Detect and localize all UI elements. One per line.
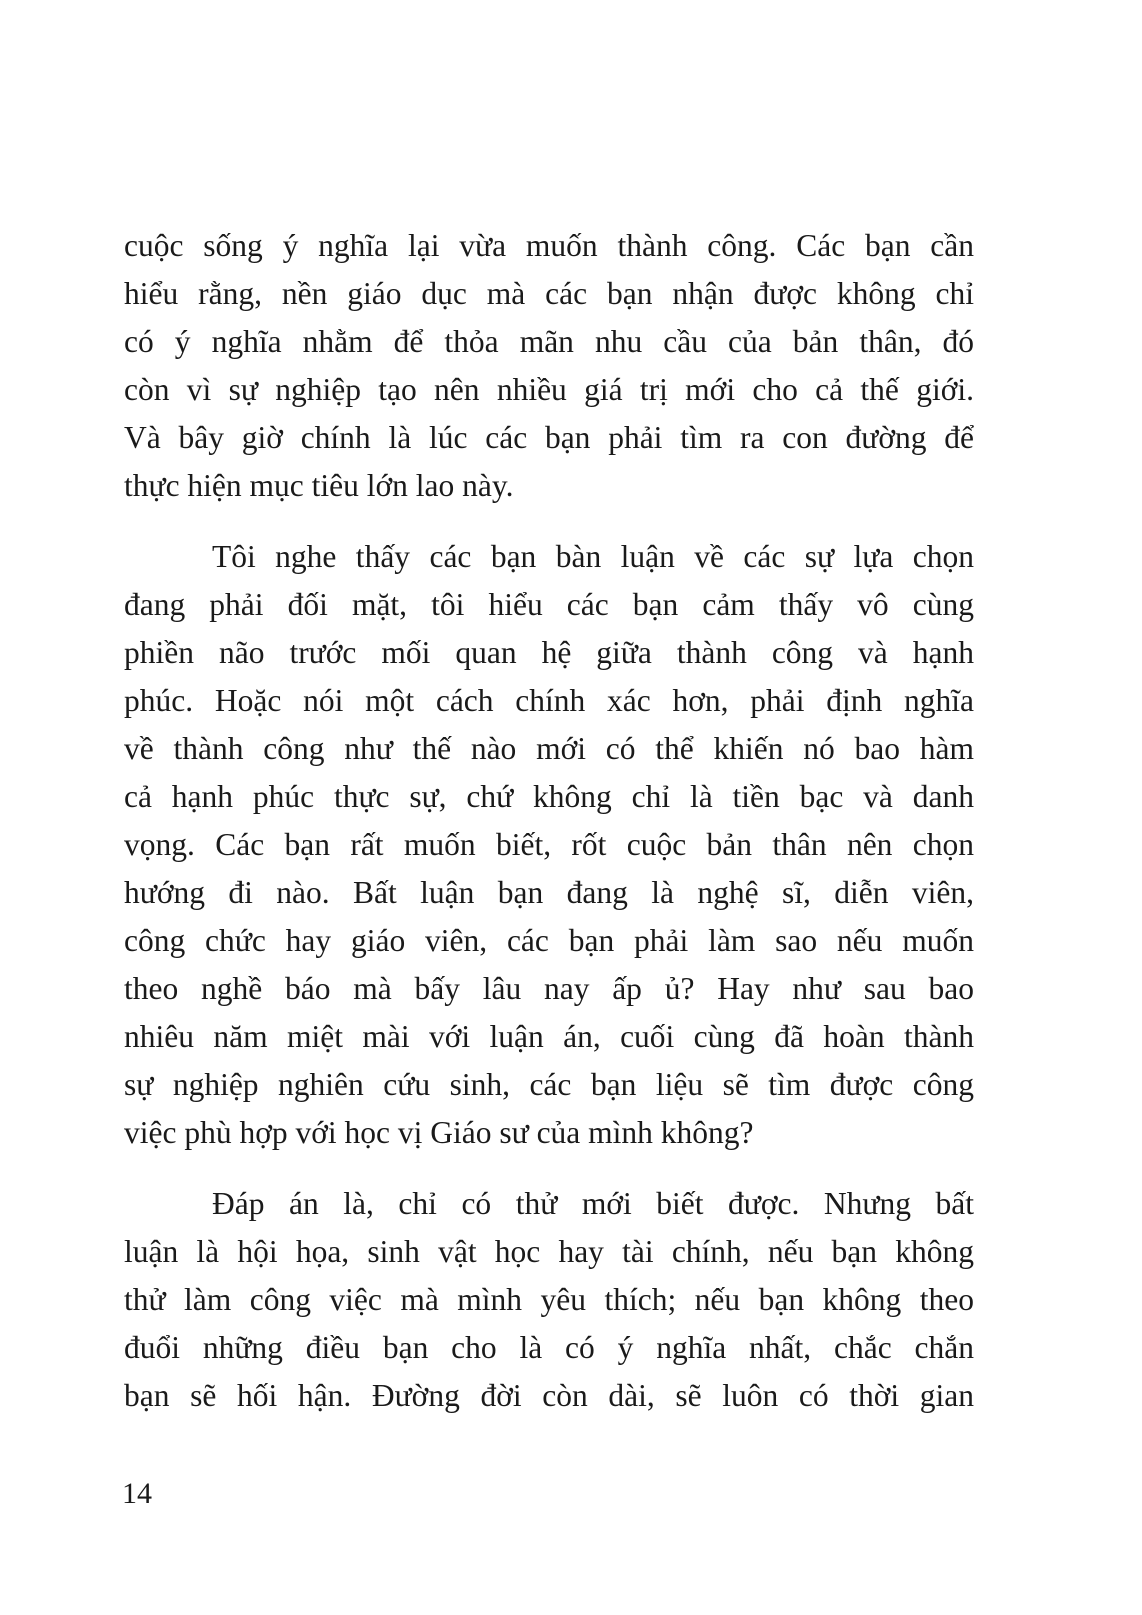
paragraph-3 — [124, 1180, 974, 1420]
page-number: 14 — [122, 1477, 152, 1510]
text-line: Và bây giờ chính là lúc các bạn phải tìm ra con đường để — [124, 420, 974, 455]
text-line: theo nghề báo mà bấy lâu nay ấp ủ? Hay như sau bao — [124, 971, 974, 1006]
text-line: vọng. Các bạn rất muốn biết, rốt cuộc bản thân nên chọn — [124, 827, 974, 862]
text-line: đang phải đối mặt, tôi hiểu các bạn cảm thấy vô cùng — [124, 587, 974, 622]
paragraph-gap — [124, 1157, 974, 1180]
text-line: luận là hội họa, sinh vật học hay tài chính, nếu bạn không — [124, 1234, 974, 1269]
paragraph-2 — [124, 533, 974, 1157]
paragraph-1 — [124, 222, 974, 510]
text-line: thực hiện mục tiêu lớn lao này. — [124, 468, 514, 503]
text-line: phiền não trước mối quan hệ giữa thành công và hạnh — [124, 635, 974, 670]
text-line: đuổi những điều bạn cho là có ý nghĩa nhất, chắc chắn — [124, 1330, 974, 1365]
text-line: việc phù hợp với học vị Giáo sư của mình không? — [124, 1115, 754, 1150]
text-line: thử làm công việc mà mình yêu thích; nếu bạn không theo — [124, 1282, 974, 1317]
text-line: nhiêu năm miệt mài với luận án, cuối cùng đã hoàn thành — [124, 1019, 974, 1054]
text-line: hướng đi nào. Bất luận bạn đang là nghệ sĩ, diễn viên, — [124, 875, 974, 910]
text-line: hiểu rằng, nền giáo dục mà các bạn nhận được không chỉ — [124, 276, 974, 311]
paragraph-gap — [124, 510, 974, 533]
body-text — [124, 222, 974, 1420]
text-line: sự nghiệp nghiên cứu sinh, các bạn liệu sẽ tìm được công — [124, 1067, 974, 1102]
text-line: công chức hay giáo viên, các bạn phải làm sao nếu muốn — [124, 923, 974, 958]
text-line: phúc. Hoặc nói một cách chính xác hơn, phải định nghĩa — [124, 683, 974, 718]
text-line: Tôi nghe thấy các bạn bàn luận về các sự lựa chọn — [212, 539, 974, 574]
text-line: cả hạnh phúc thực sự, chứ không chỉ là tiền bạc và danh — [124, 779, 974, 814]
text-line: cuộc sống ý nghĩa lại vừa muốn thành công. Các bạn cần — [124, 228, 974, 263]
text-line: Đáp án là, chỉ có thử mới biết được. Nhưng bất — [212, 1186, 974, 1221]
text-line: có ý nghĩa nhằm để thỏa mãn nhu cầu của bản thân, đó — [124, 324, 974, 359]
text-line: bạn sẽ hối hận. Đường đời còn dài, sẽ luôn có thời gian — [124, 1378, 974, 1413]
text-line: còn vì sự nghiệp tạo nên nhiều giá trị mới cho cả thế giới. — [124, 372, 974, 407]
text-line: về thành công như thế nào mới có thể khiến nó bao hàm — [124, 731, 974, 766]
